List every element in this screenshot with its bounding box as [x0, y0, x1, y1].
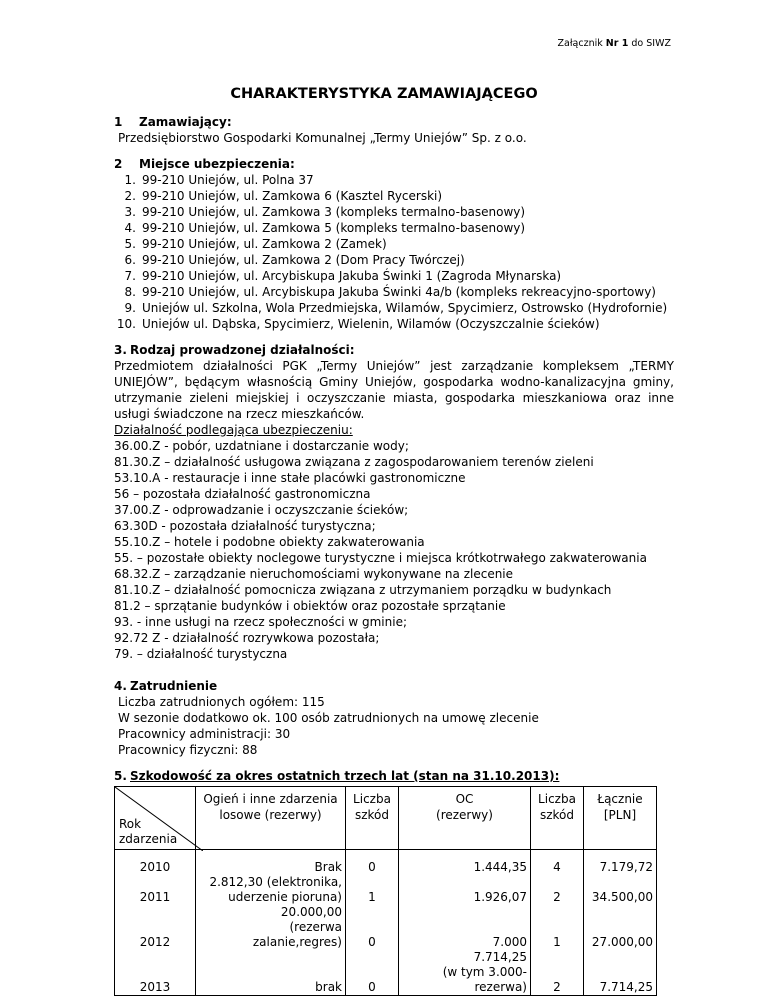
fire-column-header: Ogień i inne zdarzenia losowe (rezerwy) [196, 787, 346, 850]
table-row: 2012 20.000,00 (rezerwa zalanie,regres) 0 7.000 1 27.000,00 [115, 905, 657, 950]
section-4-number: 4. [114, 679, 127, 693]
location-item: 9. Uniejów ul. Szkolna, Wola Przedmiejska, Wilamów, Spycimierz, Ostrowsko (Hydrofornie) [124, 301, 668, 315]
activity-item: 55. – pozostałe obiekty noclegowe turystyczne i miejsca krótkotrwałego zakwaterowania [114, 551, 647, 565]
employment-line: Liczba zatrudnionych ogółem: 115 [118, 695, 325, 709]
activity-item: 93. - inne usługi na rzecz społeczności w gminie; [114, 615, 408, 629]
table-header-row [115, 787, 657, 850]
section-4-title: Zatrudnienie [130, 679, 218, 693]
document-title: CHARAKTERYSTYKA ZAMAWIAJĄCEGO [230, 86, 538, 102]
section-5-number: 5. [114, 769, 127, 783]
activity-item: 81.30.Z – działalność usługowa związana z zagospodarowaniem terenów zieleni [114, 455, 594, 469]
activity-item: 37.00.Z - odprowadzanie i oczyszczanie ścieków; [114, 503, 409, 517]
claims-count-column-header: Liczba szkód [346, 787, 399, 850]
section-3-number: 3. [114, 343, 127, 357]
table-row: 2010 Brak 0 1.444,35 4 7.179,72 [115, 850, 657, 876]
total-column-header: Łącznie [PLN] [584, 787, 657, 850]
insured-activity-subheading: Działalność podlegająca ubezpieczeniu: [114, 423, 353, 437]
employment-line: W sezonie dodatkowo ok. 100 osób zatrudnionych na umowę zlecenie [118, 711, 539, 725]
activity-item: 56 – pozostała działalność gastronomiczna [114, 487, 371, 501]
location-item: 4. 99-210 Uniejów, ul. Zamkowa 5 (kompleks termalno-basenowy) [124, 221, 526, 235]
section-2-heading [114, 156, 674, 172]
employment-line: Pracownicy administracji: 30 [118, 727, 291, 741]
activity-item: 63.30D - pozostała działalność turystyczna; [114, 519, 376, 533]
activity-item: 81.2 – sprzątanie budynków i obiektów oraz pozostałe sprzątanie [114, 599, 506, 613]
location-item: 10. Uniejów ul. Dąbska, Spycimierz, Wielenin, Wilamów (Oczyszczalnie ścieków) [116, 317, 600, 331]
location-item: 5. 99-210 Uniejów, ul. Zamkowa 2 (Zamek) [124, 237, 387, 251]
activity-list [114, 438, 674, 662]
location-item: 7. 99-210 Uniejów, ul. Arcybiskupa Jakuba Świnki 1 (Zagroda Młynarska) [124, 269, 562, 283]
activity-item: 55.10.Z – hotele i podobne obiekty zakwaterowania [114, 535, 425, 549]
document-body [114, 114, 674, 996]
activity-item: 53.10.A - restauracje i inne stałe placówki gastronomiczne [114, 471, 466, 485]
attachment-note-number: Nr 1 [605, 38, 629, 49]
employment-info [114, 694, 674, 758]
locations-list [114, 172, 674, 332]
activity-item: 92.72 Z - działalność rozrywkowa pozostała; [114, 631, 380, 645]
activity-item: 68.32.Z – zarządzanie nieruchomościami wykonywane na zlecenie [114, 567, 514, 581]
employment-line: Pracownicy fizyczni: 88 [118, 743, 258, 757]
section-1-heading [114, 114, 674, 130]
location-item: 1. 99-210 Uniejów, ul. Polna 37 [124, 173, 314, 187]
activity-item: 79. – działalność turystyczna [114, 647, 288, 661]
section-1-title: Zamawiający: [139, 115, 232, 129]
section-4-heading [114, 678, 674, 694]
location-item: 6. 99-210 Uniejów, ul. Zamkowa 2 (Dom Pracy Twórczej) [124, 253, 465, 267]
table-row: 2011 2.812,30 (elektronika, uderzenie pioruna) 1 1.926,07 2 34.500,00 [115, 875, 657, 905]
section-1-number: 1 [114, 115, 123, 129]
section-5-heading [114, 768, 674, 784]
section-2-title: Miejsce ubezpieczenia: [139, 157, 295, 171]
activity-item: 81.10.Z – działalność pomocnicza związana z utrzymaniem porządku w budynkach [114, 583, 612, 597]
section-3-heading [114, 342, 674, 358]
location-item: 3. 99-210 Uniejów, ul. Zamkowa 3 (kompleks termalno-basenowy) [124, 205, 526, 219]
section-5-title: Szkodowość za okres ostatnich trzech lat (stan na 31.10.2013): [130, 769, 560, 783]
oc-claims-count-column-header: Liczba szkód [531, 787, 584, 850]
table-row: 2013 brak 0 7.714,25 (w tym 3.000-rezerwa) 2 7.714,25 [115, 950, 657, 996]
section-3-title: Rodzaj prowadzonej działalności: [130, 343, 355, 357]
section-2-number: 2 [114, 157, 123, 171]
claims-history-table [114, 786, 657, 996]
attachment-note-prefix: Załącznik [557, 38, 603, 49]
location-item: 2. 99-210 Uniejów, ul. Zamkowa 6 (Kasztel Rycerski) [124, 189, 443, 203]
oc-column-header: OC (rezerwy) [399, 787, 531, 850]
attachment-note [558, 38, 671, 49]
section-1-text: Przedsiębiorstwo Gospodarki Komunalnej „Termy Uniejów” Sp. z o.o. [118, 131, 527, 145]
attachment-note-suffix: do SIWZ [631, 38, 671, 49]
year-column-header: Rok zdarzenia [115, 787, 196, 850]
activity-description: Przedmiotem działalności PGK „Termy Uniejów” jest zarządzanie kompleksem „TERMY UNIEJÓW”, będącym własnością Gminy Uniejów, gospodarka wodno-kanalizacyjna gminy, utrzymanie zieleni miejskiej i oczyszczanie miasta, gospodarka mieszkaniowa oraz inne usługi świadczone na rzecz mieszkańców. [114, 359, 674, 421]
activity-item: 36.00.Z - pobór, uzdatniane i dostarczanie wody; [114, 439, 409, 453]
location-item: 8. 99-210 Uniejów, ul. Arcybiskupa Jakuba Świnki 4a/b (kompleks rekreacyjno-sportowy) [124, 285, 656, 299]
